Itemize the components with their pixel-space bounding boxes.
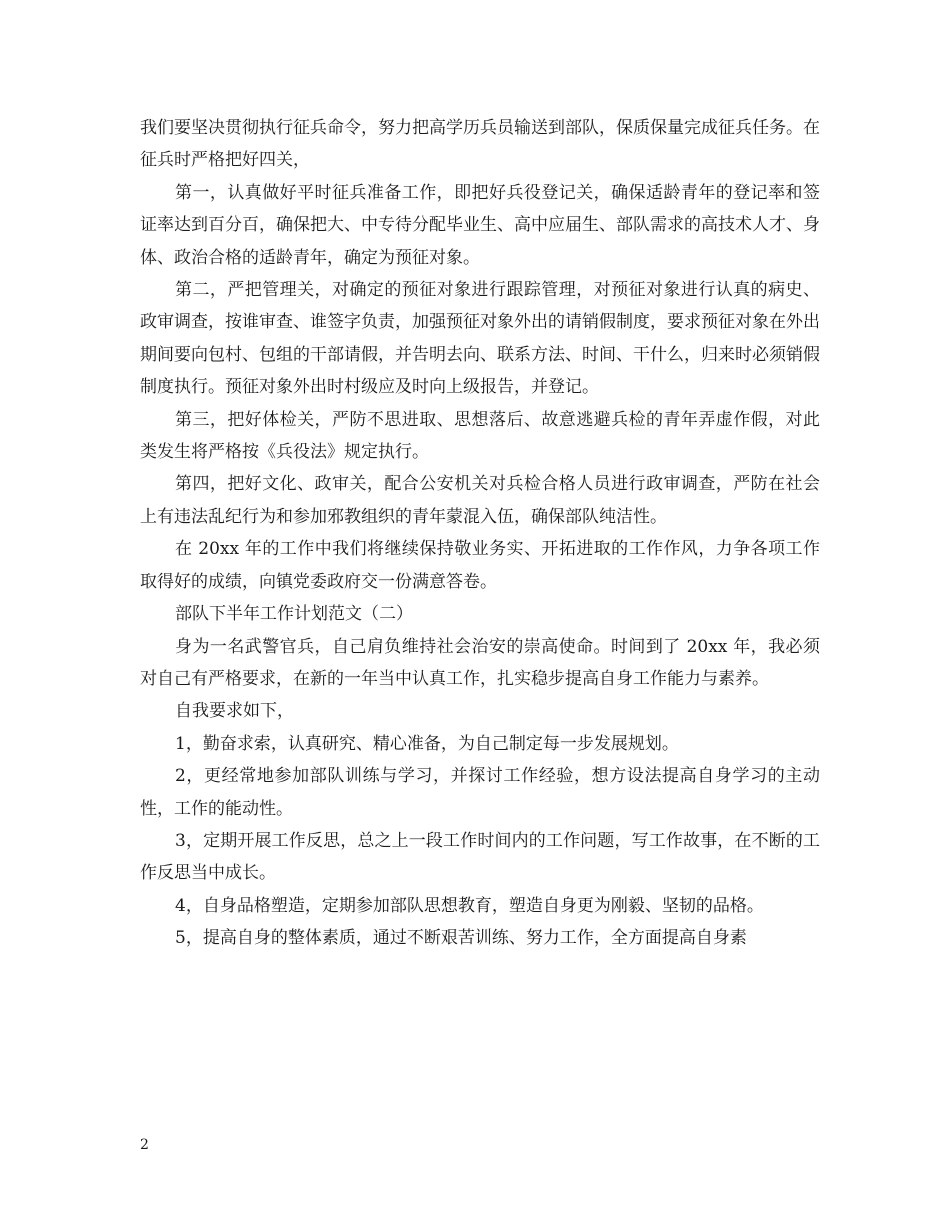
document-body <box>140 112 820 955</box>
paragraph: 自我要求如下， <box>175 701 294 722</box>
section-heading: 部队下半年工作计划范文（二） <box>175 604 413 625</box>
list-item: 4，自身品格塑造，定期参加部队思想教育，塑造自身更为刚毅、坚韧的品格。 <box>175 895 764 916</box>
list-item: 5，提高自身的整体素质，通过不断艰苦训练、努力工作，全方面提高自身素 <box>175 928 747 949</box>
page-number: 2 <box>140 1137 149 1153</box>
paragraph: 第三，把好体检关，严防不思进取、思想落后、故意逃避兵检的青年弄虚作假，对此类发生将严格按《兵役法》规定执行。 <box>140 409 820 463</box>
list-item: 3，定期开展工作反思，总之上一段工作时间内的工作问题，写工作故事，在不断的工作反思当中成长。 <box>140 830 820 884</box>
list-item: 2，更经常地参加部队训练与学习，并探讨工作经验，想方设法提高自身学习的主动性，工作的能动性。 <box>140 766 820 819</box>
paragraph: 第二，严把管理关，对确定的预征对象进行跟踪管理，对预征对象进行认真的病史、政审调查，按谁审查、谁签字负责，加强预征对象外出的请销假制度，要求预征对象在外出期间要向包村、包组的干部请假，并告明去向、联系方法、时间、干什么，归来时必须销假制度执行。预征对象外出时村级应及时向上级报告，并登记。 <box>140 280 820 398</box>
paragraph: 第一，认真做好平时征兵准备工作，即把好兵役登记关，确保适龄青年的登记率和签证率达到百分百，确保把大、中专待分配毕业生、高中应届生、部队需求的高技术人才、身体、政治合格的适龄青年，确定为预征对象。 <box>140 182 820 268</box>
paragraph: 我们要坚决贯彻执行征兵命令，努力把高学历兵员输送到部队，保质保量完成征兵任务。在征兵时严格把好四关， <box>140 118 820 171</box>
paragraph: 身为一名武警官兵，自己肩负维持社会治安的崇高使命。时间到了 20xx 年，我必须对自己有严格要求，在新的一年当中认真工作，扎实稳步提高自身工作能力与素养。 <box>140 636 820 689</box>
list-item: 1，勤奋求索，认真研究、精心准备，为自己制定每一步发展规划。 <box>175 733 679 754</box>
paragraph: 在 20xx 年的工作中我们将继续保持敬业务实、开拓进取的工作作风，力争各项工作取得好的成绩，向镇党委政府交一份满意答卷。 <box>140 539 820 592</box>
paragraph: 第四，把好文化、政审关，配合公安机关对兵检合格人员进行政审调查，严防在社会上有违法乱纪行为和参加邪教组织的青年蒙混入伍，确保部队纯洁性。 <box>140 474 820 527</box>
